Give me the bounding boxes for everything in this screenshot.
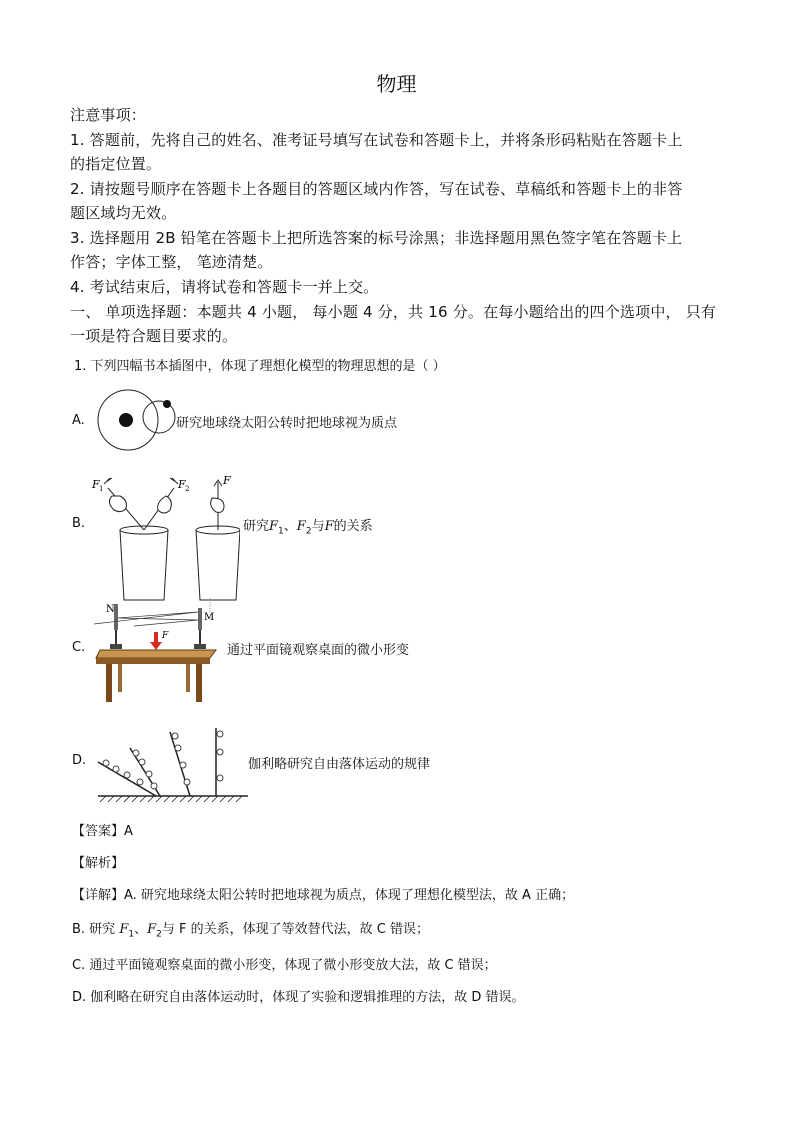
option-b-mid: 与 — [311, 519, 325, 534]
detail-b-f2: F — [147, 922, 157, 937]
option-b-f1-sub: 1 — [278, 526, 284, 537]
inclined-plane-figure — [94, 726, 250, 802]
detail-line-d: D. 伽利略在研究自由落体运动时，体现了实验和逻辑推理的方法，故 D 错误。 — [72, 990, 525, 1005]
option-b-f2: F — [296, 519, 306, 534]
hand-left — [109, 496, 126, 512]
option-b-post: 的关系 — [333, 519, 373, 534]
option-b-sep: 、 — [283, 519, 297, 534]
answer-label: 【答案】 — [72, 824, 125, 839]
fig-label-c-f: F — [162, 631, 169, 641]
option-b-caption — [243, 515, 373, 537]
detail-b-pre: B. 研究 — [72, 922, 120, 937]
option-a-letter: A. — [72, 413, 85, 428]
answer-value: A — [124, 824, 133, 839]
analysis-label: 【解析】 — [72, 856, 125, 871]
answer-line — [72, 820, 133, 839]
option-b-caption-pre: 研究 — [243, 519, 270, 534]
bucket-left — [120, 530, 168, 600]
section-heading: 一、 单项选择题：本题共 4 小题， 每小题 4 分，共 16 分。在每小题给出的四个选项中， 只有 — [70, 303, 717, 321]
notice-heading: 注意事项： — [70, 106, 147, 124]
notice-item-4: 4. 考试结束后，请将试卷和答题卡一并上交。 — [70, 278, 379, 296]
notice-item-3-cont: 作答；字体工整， 笔迹清楚。 — [70, 253, 273, 271]
bucket-right — [196, 530, 240, 600]
option-b-f2-sub: 2 — [305, 526, 312, 537]
notice-item-2: 2. 请按题号顺序在答题卡上各题目的答题区域内作答，写在试卷、草稿纸和答题卡上的非答 — [70, 180, 683, 198]
force-arrow-shaft — [154, 632, 158, 642]
sun-dot — [119, 413, 133, 427]
detail-line-c: C. 通过平面镜观察桌面的微小形变，体现了微小形变放大法，故 C 错误； — [72, 958, 497, 973]
option-a-caption: 研究地球绕太阳公转时把地球视为质点 — [176, 416, 398, 431]
table-leg-1 — [106, 664, 112, 702]
table-leg-3 — [118, 664, 122, 692]
arrow-f1 — [104, 478, 112, 484]
fig-label-f2: F — [178, 478, 186, 491]
fig-label-f2-sub: 2 — [185, 485, 190, 493]
force-figure — [90, 470, 240, 606]
table-mirror-figure — [94, 598, 222, 704]
option-d-caption: 伽利略研究自由落体运动的规律 — [248, 757, 431, 772]
detail-b-f2-sub: 2 — [156, 929, 162, 940]
detail-b-mid: 与 F 的关系，体现了等效替代法，故 C 错误； — [161, 922, 429, 937]
option-b-f1: F — [269, 519, 279, 534]
notice-item-1: 1. 答题前，先将自己的姓名、准考证号填写在试卷和答题卡上，并将条形码粘贴在答题卡上 — [70, 131, 683, 149]
earth-dot — [163, 400, 171, 408]
fig-label-f1-sub: 1 — [99, 485, 104, 493]
page-title: 物理 — [376, 72, 417, 96]
orbit-figure — [92, 386, 182, 458]
fig-label-f1: F — [92, 478, 100, 491]
mirror-m — [198, 608, 202, 630]
option-c-caption: 通过平面镜观察桌面的微小形变 — [227, 643, 410, 658]
notice-item-1-cont: 的指定位置。 — [70, 155, 162, 173]
arrow-f2 — [170, 478, 178, 484]
hand-right — [158, 496, 172, 513]
detail-line-b — [72, 918, 429, 940]
detail-line-a: 【详解】A. 研究地球绕太阳公转时把地球视为质点，体现了理想化模型法，故 A 正确； — [72, 888, 575, 903]
fig-label-n: N — [106, 604, 115, 615]
plane-1 — [98, 762, 156, 796]
detail-b-f1: F — [119, 922, 129, 937]
option-c-letter: C. — [72, 640, 86, 655]
balls — [103, 731, 223, 789]
option-d-letter: D. — [72, 753, 87, 768]
ground-hatching — [100, 796, 242, 802]
fig-label-f: F — [223, 474, 231, 487]
detail-b-f1-sub: 1 — [128, 929, 135, 940]
notice-item-2-cont: 题区域均无效。 — [70, 204, 177, 222]
base-m — [194, 644, 206, 649]
table-edge — [96, 658, 210, 664]
section-heading-cont: 一项是符合题目要求的。 — [70, 327, 238, 345]
table-top — [96, 650, 216, 658]
force-arrow-head — [150, 642, 162, 650]
notice-item-3: 3. 选择题用 2B 铅笔在答题卡上把所选答案的标号涂黑；非选择题用黑色签字笔在答题卡上 — [70, 229, 683, 247]
table-leg-2 — [196, 664, 202, 702]
option-b-letter: B. — [72, 516, 86, 531]
base-n — [110, 644, 122, 649]
question-stem: 1. 下列四幅书本插图中，体现了理想化模型的物理思想的是（ ） — [74, 359, 446, 374]
table-leg-4 — [186, 664, 190, 692]
fig-label-m: M — [204, 612, 215, 623]
detail-b-sep: 、 — [134, 922, 148, 937]
option-b-f: F — [324, 519, 334, 534]
hand-single — [211, 498, 224, 512]
